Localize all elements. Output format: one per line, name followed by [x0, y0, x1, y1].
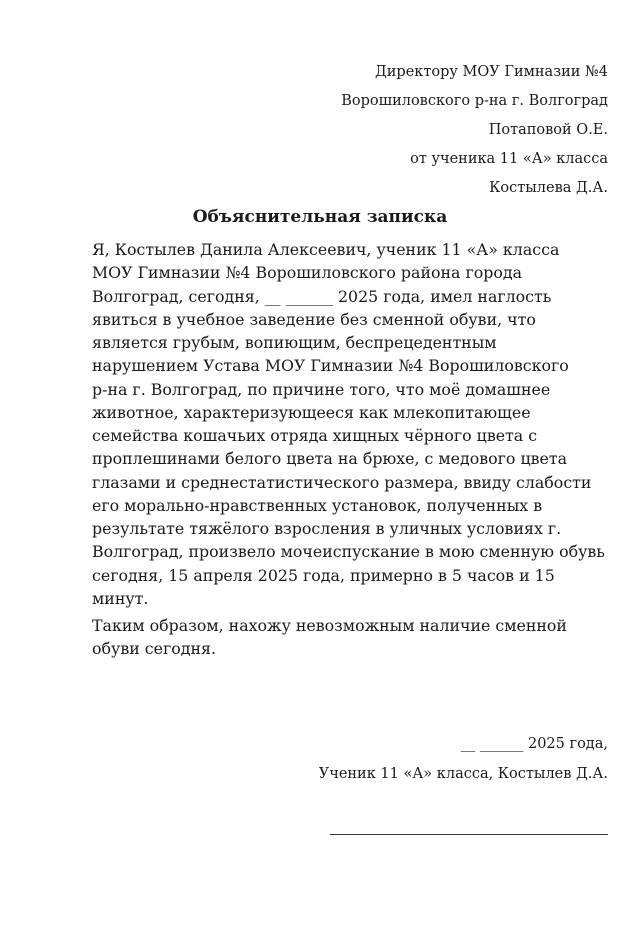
addressee-line: Ворошиловского р-на г. Волгоград — [341, 93, 608, 109]
addressee-block — [341, 58, 608, 203]
body-line: МОУ Гимназии №4 Ворошиловского района города — [92, 263, 523, 283]
body-line: сегодня, 15 апреля 2025 года, примерно в 5 часов и 15 — [92, 565, 555, 585]
signature-caption: Ученик 11 «А» класса, Костылев Д.А. — [318, 766, 608, 782]
body-line: глазами и среднестатистического размера, ввиду слабости — [92, 472, 592, 492]
addressee-line: Костылева Д.А. — [489, 180, 608, 196]
conclusion-line: Таким образом, нахожу невозможным наличие сменной — [92, 616, 567, 635]
body-line: Я, Костылев Данила Алексеевич, ученик 11 «А» класса — [92, 240, 560, 259]
addressee-line: Директору МОУ Гимназии №4 — [374, 64, 608, 80]
main-paragraph — [92, 238, 605, 610]
body-line: явиться в учебное заведение без сменной обуви, что — [92, 309, 536, 329]
body-line: является грубым, вопиющим, беспрецедентным — [92, 333, 497, 352]
body-line: его морально-нравственных установок, полученных в — [92, 495, 543, 515]
body-line: животное, характеризующееся как млекопитающее — [92, 402, 531, 422]
body-line: Волгоград, сегодня, __ ______ 2025 года, имел наглость — [92, 286, 552, 306]
body-line: минут. — [92, 588, 149, 608]
date-line: __ ______ 2025 года, — [460, 736, 608, 752]
addressee-line: Потаповой О.Е. — [488, 122, 608, 138]
document-title: Объяснительная записка — [192, 207, 448, 227]
body-line: семейства кошачьих отряда хищных чёрного цвета с — [92, 426, 538, 445]
body-line: Волгоград, произвело мочеиспускание в мою сменную обувь — [92, 542, 605, 562]
conclusion-line: обуви сегодня. — [92, 639, 216, 659]
body-line: результате тяжёлого взросления в уличных условиях г. — [92, 519, 562, 538]
body-line: нарушением Устава МОУ Гимназии №4 Ворошиловского — [92, 356, 569, 376]
addressee-line: от ученика 11 «А» класса — [410, 151, 608, 167]
body-line: проплешинами белого цвета на брюхе, с медового цвета — [92, 449, 568, 469]
body-line: р-на г. Волгоград, по причине того, что моё домашнее — [92, 379, 551, 399]
signature-rule — [330, 834, 608, 835]
conclusion-paragraph — [92, 614, 592, 661]
